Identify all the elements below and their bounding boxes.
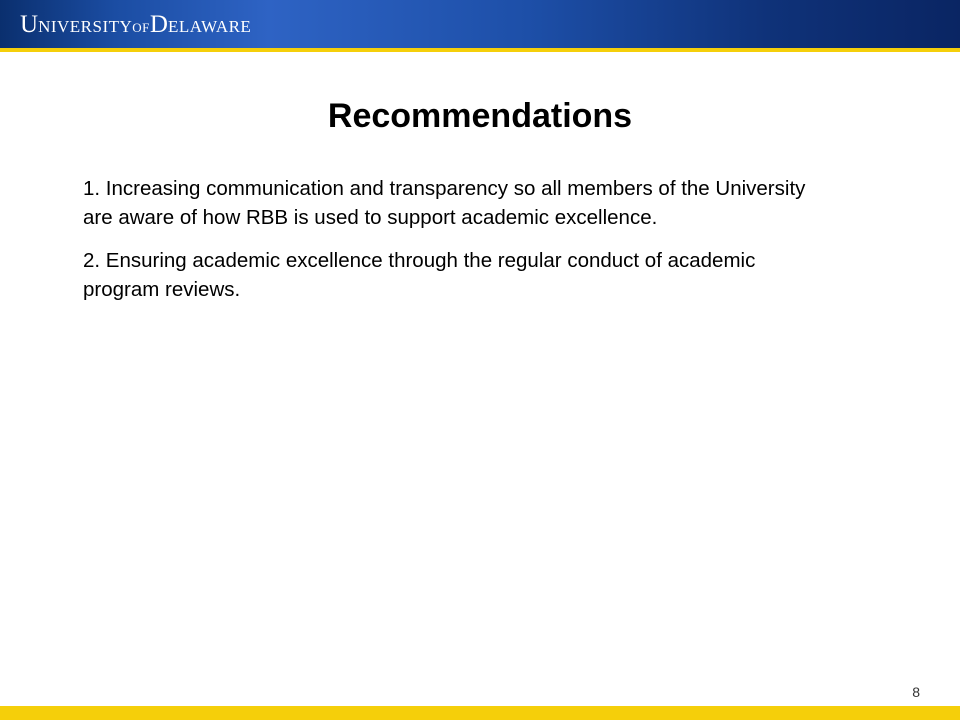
header-bar	[0, 0, 960, 48]
header-stripe	[0, 48, 960, 52]
recommendation-item: 1. Increasing communication and transparency so all members of the University are aware of how RBB is used to support academic excellence.	[83, 177, 806, 229]
recommendation-item: 2. Ensuring academic excellence through the regular conduct of academic program reviews.	[83, 249, 756, 301]
slide-content	[83, 174, 823, 318]
page-number: 8	[912, 684, 920, 700]
slide-title: Recommendations	[327, 97, 633, 135]
university-logo: UNIVERSITYOFDELAWARE	[20, 11, 252, 38]
footer-stripe	[0, 706, 960, 720]
